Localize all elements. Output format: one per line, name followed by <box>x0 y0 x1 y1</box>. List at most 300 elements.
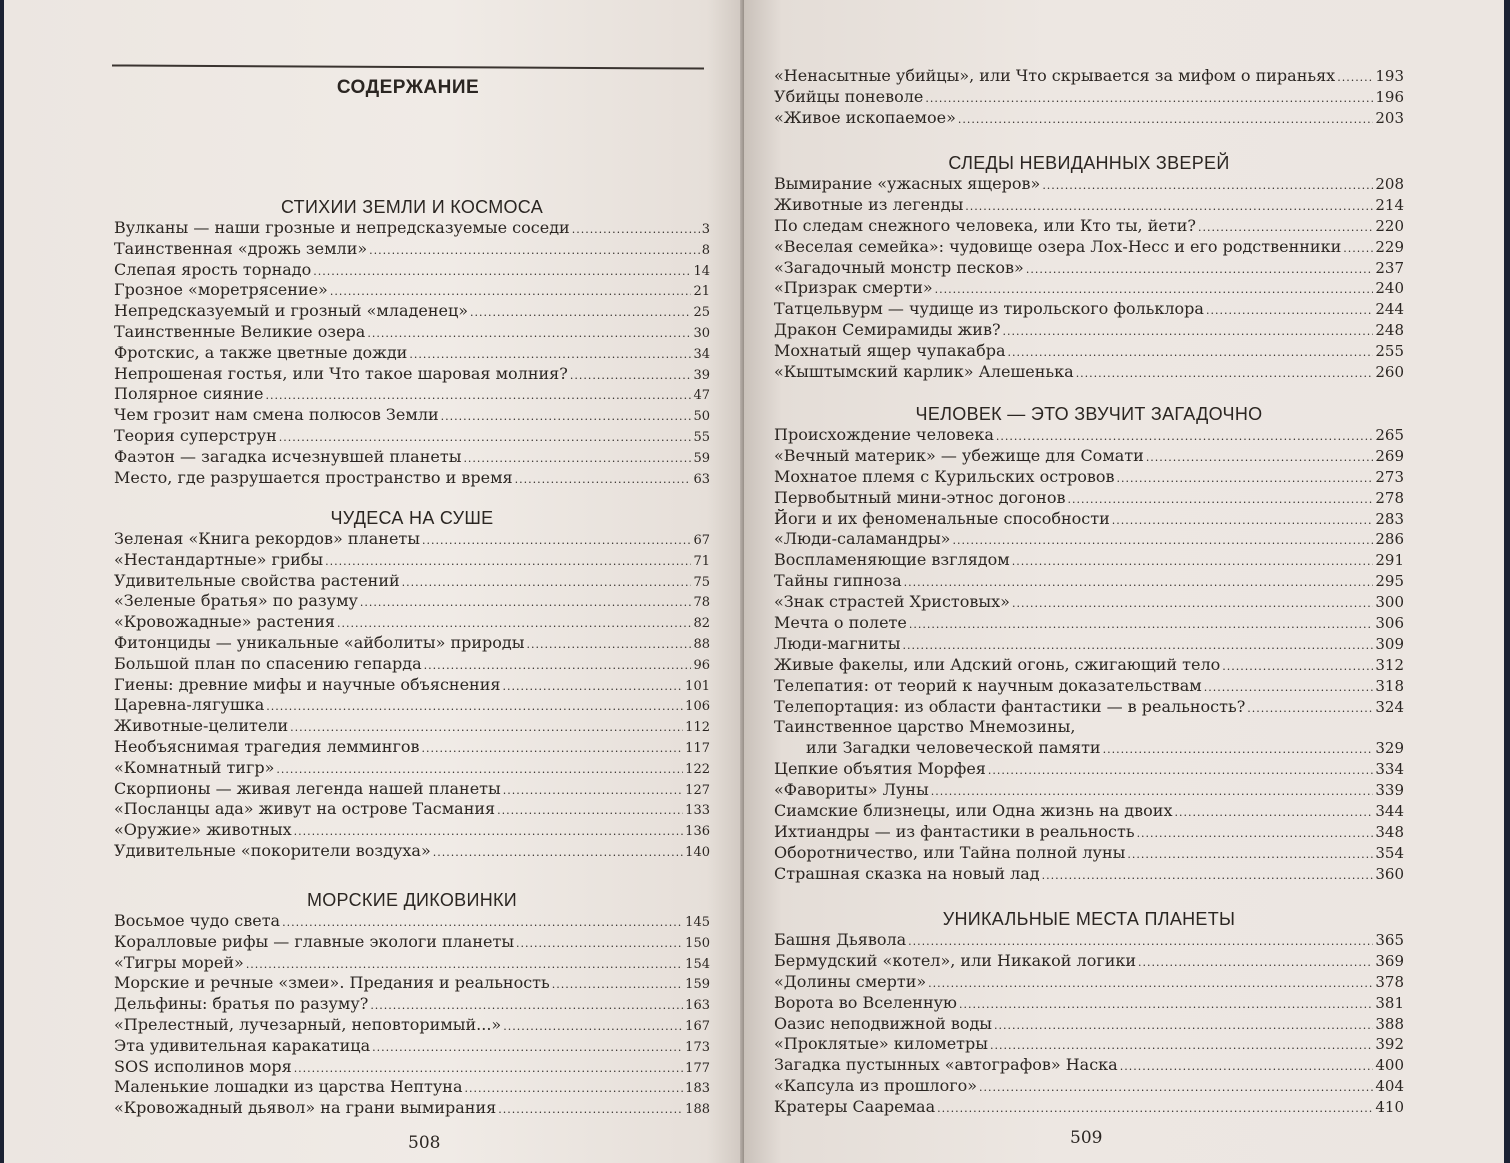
dot-leader <box>1198 216 1373 237</box>
entry-page-number: 300 <box>1375 593 1404 612</box>
toc-section <box>114 196 710 488</box>
toc-entry <box>774 550 1404 571</box>
page-number: 509 <box>1070 1128 1103 1148</box>
entry-page-number: 334 <box>1375 760 1404 779</box>
dot-leader <box>294 820 684 841</box>
entry-title: Йоги и их феноменальные способности <box>774 508 1110 528</box>
entry-page-number: 410 <box>1375 1098 1404 1117</box>
toc-entry <box>774 195 1404 216</box>
toc-entry <box>114 654 710 675</box>
dot-leader <box>503 1015 683 1036</box>
toc-entry <box>774 446 1404 467</box>
dot-leader <box>246 953 683 974</box>
entry-title: «Ненасытные убийцы», или Что скрывается за мифом о пираньях <box>774 66 1336 85</box>
dot-leader <box>902 634 1373 655</box>
toc-entry <box>114 239 710 260</box>
entry-page-number: 136 <box>685 824 710 840</box>
dot-leader <box>422 529 691 550</box>
dot-leader <box>1012 592 1373 613</box>
entry-title: Мечта о полете <box>774 613 907 633</box>
dot-leader <box>313 260 691 281</box>
dot-leader <box>1067 488 1373 509</box>
entry-page-number: 14 <box>693 263 710 279</box>
toc-entry <box>774 843 1404 864</box>
entry-title: Полярное сияние <box>114 384 264 404</box>
entry-title: «Капсула из прошлого» <box>774 1076 978 1096</box>
entry-page-number: 404 <box>1375 1077 1404 1096</box>
toc-entry <box>774 108 1404 129</box>
dot-leader <box>402 571 692 592</box>
entry-page-number: 150 <box>685 935 710 951</box>
entry-title: «Оружие» животных <box>114 820 292 840</box>
entry-title: Эта удивительная каракатица <box>114 1035 371 1055</box>
toc-entry <box>114 301 710 322</box>
entry-page-number: 75 <box>693 574 710 590</box>
toc-entry <box>114 468 710 489</box>
dot-leader <box>931 780 1374 801</box>
dot-leader <box>497 799 683 820</box>
entry-title: Бермудский «котел», или Никакой логики <box>774 950 1137 970</box>
entry-page-number: 71 <box>693 553 710 569</box>
dot-leader <box>1112 509 1374 530</box>
entry-title: Сиамские близнецы, или Одна жизнь на двоих <box>774 801 1173 821</box>
entry-page-number: 50 <box>693 409 710 425</box>
toc-entries <box>114 218 710 488</box>
entry-page-number: 82 <box>693 616 710 632</box>
heading-rule <box>112 64 704 69</box>
entry-title: «Веселая семейка»: чудовище озера Лох-Несс и его родственники <box>774 236 1342 256</box>
entry-title: Вулканы — наши грозные и непредсказуемые соседи <box>114 218 570 237</box>
toc-entry <box>114 758 710 779</box>
entry-page-number: 365 <box>1375 931 1404 949</box>
entry-title: Мохнатое племя с Курильских островов <box>774 466 1115 486</box>
dot-leader <box>959 993 1373 1014</box>
entry-title: «Живое ископаемое» <box>774 107 956 127</box>
toc-entry <box>774 801 1404 822</box>
dot-leader <box>463 447 691 468</box>
toc-entries <box>774 425 1404 885</box>
toc-entry <box>114 633 710 654</box>
dot-leader <box>1117 467 1374 488</box>
dot-leader <box>290 716 683 737</box>
entry-title: Кратеры Сааремаа <box>774 1097 936 1117</box>
section-title: СТИХИИ ЗЕМЛИ И КОСМОСА <box>280 197 544 217</box>
entry-title: Царевна-лягушка <box>114 695 265 715</box>
dot-leader <box>265 384 691 405</box>
toc-entry <box>114 799 710 820</box>
dot-leader <box>337 612 691 633</box>
section-title: УНИКАЛЬНЫЕ МЕСТА ПЛАНЕТЫ <box>942 909 1236 929</box>
entry-title: «Нестандартные» грибы <box>114 549 324 569</box>
toc-entries <box>774 174 1404 383</box>
toc-entry <box>774 613 1404 634</box>
dot-leader <box>279 426 692 447</box>
toc-section <box>774 403 1404 885</box>
section-title: СЛЕДЫ НЕВИДАННЫХ ЗВЕРЕЙ <box>948 153 1230 173</box>
entry-title: Вымирание «ужасных ящеров» <box>774 174 1041 193</box>
entry-title: «Призрак смерти» <box>774 278 933 298</box>
dot-leader <box>1137 822 1374 843</box>
entry-page-number: 193 <box>1375 67 1404 85</box>
entry-page-number: 59 <box>693 450 710 466</box>
dot-leader <box>502 675 683 696</box>
entry-title: Люди-магниты <box>774 633 901 653</box>
entry-title: Зеленая «Книга рекордов» планеты <box>114 529 420 548</box>
entry-page-number: 8 <box>701 242 710 258</box>
entry-page-number: 3 <box>701 222 710 237</box>
entry-page-number: 286 <box>1375 530 1404 549</box>
dot-leader <box>1042 174 1373 195</box>
entry-page-number: 112 <box>685 720 710 736</box>
entry-page-number: 30 <box>693 325 710 341</box>
entry-page-number: 214 <box>1375 195 1404 214</box>
toc-entry <box>774 299 1404 320</box>
toc-entry <box>114 973 710 994</box>
dot-leader <box>515 468 692 489</box>
dot-leader <box>266 695 683 716</box>
dot-leader <box>409 343 691 364</box>
dot-leader <box>572 218 700 239</box>
entry-page-number: 344 <box>1375 802 1404 821</box>
dot-leader <box>958 108 1373 129</box>
toc-entry <box>774 951 1404 972</box>
entry-title: Гиены: древние мифы и научные объяснения <box>114 674 501 694</box>
entry-title: Телепатия: от теорий к научным доказательствам <box>774 675 1202 695</box>
entry-page-number: 348 <box>1375 822 1404 841</box>
entry-title: Фаэтон — загадка исчезнувшей планеты <box>114 446 462 466</box>
toc-entry <box>114 953 710 974</box>
toc-entry <box>114 1098 710 1119</box>
entry-title: Животные-целители <box>114 716 289 736</box>
dot-leader <box>988 759 1373 780</box>
toc-entry <box>114 932 710 953</box>
toc-entry <box>774 738 1404 759</box>
toc-entry <box>774 529 1404 550</box>
entry-page-number: 324 <box>1375 697 1404 716</box>
toc-section <box>114 507 710 862</box>
toc-entry <box>114 994 710 1015</box>
entry-page-number: 295 <box>1375 572 1404 591</box>
entry-title: Мохнатый ящер чупакабра <box>774 341 1006 361</box>
dot-leader <box>904 571 1374 592</box>
dot-leader <box>325 550 691 571</box>
dot-leader <box>1026 258 1374 279</box>
toc-entry <box>774 341 1404 362</box>
dot-leader <box>570 364 692 385</box>
dot-leader <box>1204 676 1374 697</box>
entry-title: Таинственное царство Мнемозины, <box>774 717 1076 737</box>
toc-entry <box>774 278 1404 299</box>
toc-entry <box>114 1077 710 1098</box>
toc-entry <box>774 697 1404 718</box>
toc-entries <box>114 911 710 1119</box>
entry-title: Ворота во Вселенную <box>774 992 957 1012</box>
toc-entry <box>114 1015 710 1036</box>
entry-page-number: 88 <box>693 636 710 652</box>
entry-title: SOS исполинов моря <box>114 1056 292 1076</box>
toc-entry <box>114 384 710 405</box>
dot-leader <box>282 911 683 932</box>
dot-leader <box>503 779 683 800</box>
entry-title: Маленькие лошадки из царства Нептуна <box>114 1077 463 1097</box>
entry-page-number: 381 <box>1375 993 1404 1012</box>
entry-page-number: 196 <box>1375 87 1404 106</box>
entry-page-number: 188 <box>685 1102 710 1118</box>
entry-page-number: 145 <box>685 915 710 930</box>
entry-title: Необъяснимая трагедия леммингов <box>114 736 420 756</box>
toc-entry <box>114 675 710 696</box>
toc-entries <box>774 66 1404 129</box>
toc-entry <box>774 66 1404 87</box>
dot-leader <box>1127 843 1373 864</box>
toc-entry <box>774 759 1404 780</box>
dot-leader <box>937 1097 1373 1118</box>
entry-page-number: 388 <box>1375 1014 1404 1033</box>
toc-entry <box>774 1097 1404 1118</box>
toc-entry <box>114 591 710 612</box>
toc-entries <box>114 529 710 862</box>
toc-entry <box>774 822 1404 843</box>
toc-entry <box>114 218 710 239</box>
entry-title: Теория суперструн <box>114 425 277 445</box>
toc-entry <box>114 820 710 841</box>
entry-page-number: 260 <box>1375 363 1404 382</box>
entry-page-number: 312 <box>1375 655 1404 674</box>
dot-leader <box>372 1036 683 1057</box>
dot-leader <box>1247 697 1373 718</box>
entry-title: Животные из легенды <box>774 194 964 214</box>
entry-page-number: 63 <box>693 471 710 487</box>
toc-entry <box>114 280 710 301</box>
toc-entry <box>114 779 710 800</box>
dot-leader <box>369 239 700 260</box>
entry-title: «Посланцы ада» живут на острове Тасмания <box>114 799 496 819</box>
entry-title: Непредсказуемый и грозный «младенец» <box>114 301 469 321</box>
entry-title: Ихтиандры — из фантастики в реальность <box>774 821 1135 841</box>
entry-title: «Проклятые» километры <box>774 1034 989 1054</box>
toc-entry <box>774 993 1404 1014</box>
entry-title: Оазис неподвижной воды <box>774 1013 993 1033</box>
toc-entry <box>114 841 710 862</box>
entry-title: Чем грозит нам смена полюсов Земли <box>114 405 439 425</box>
entry-page-number: 360 <box>1375 864 1404 883</box>
dot-leader <box>1103 738 1374 759</box>
dot-leader <box>465 1077 684 1098</box>
dot-leader <box>367 322 691 343</box>
toc-entry <box>774 467 1404 488</box>
entry-title: Скорпионы — живая легенда нашей планеты <box>114 778 501 798</box>
section-title: МОРСКИЕ ДИКОВИНКИ <box>306 890 518 910</box>
section-title: ЧЕЛОВЕК — ЭТО ЗВУЧИТ ЗАГАДОЧНО <box>915 404 1263 424</box>
entry-title: Воспламеняющие взглядом <box>774 550 1010 570</box>
toc-section <box>774 908 1404 1118</box>
dot-leader <box>552 973 683 994</box>
entry-title: «Вечный материк» — убежище для Сомати <box>774 445 1144 465</box>
entry-page-number: 392 <box>1375 1035 1404 1054</box>
entry-page-number: 269 <box>1375 446 1404 465</box>
toc-entry <box>774 425 1404 446</box>
dot-leader <box>1337 66 1373 87</box>
entry-title: Грозное «моретрясение» <box>114 280 328 300</box>
entry-title: Коралловые рифы — главные экологи планеты <box>114 931 515 951</box>
section-title: ЧУДЕСА НА СУШЕ <box>330 508 494 528</box>
entry-title: Морские и речные «змеи». Предания и реальность <box>114 973 550 993</box>
dot-leader <box>935 278 1374 299</box>
entry-title: Телепортация: из области фантастики — в реальность? <box>774 696 1246 716</box>
dot-leader <box>276 758 683 779</box>
entry-title: Дельфины: братья по разуму? <box>114 994 369 1014</box>
entry-page-number: 339 <box>1375 781 1404 800</box>
dot-leader <box>1076 362 1374 383</box>
entry-title: Таинственные Великие озера <box>114 321 366 341</box>
toc-entry <box>774 362 1404 383</box>
entry-title: «Зеленые братья» по разуму <box>114 591 358 611</box>
dot-leader <box>928 972 1373 993</box>
entry-title: Оборотничество, или Тайна полной луны <box>774 842 1126 862</box>
toc-entries <box>774 930 1404 1118</box>
toc-entry <box>114 612 710 633</box>
toc-entry <box>774 509 1404 530</box>
entry-page-number: 309 <box>1375 634 1404 653</box>
dot-leader <box>470 301 691 322</box>
dot-leader <box>527 633 692 654</box>
dot-leader <box>909 613 1373 634</box>
entry-page-number: 101 <box>685 678 710 694</box>
entry-page-number: 177 <box>685 1060 710 1076</box>
dot-leader <box>1174 801 1373 822</box>
entry-page-number: 306 <box>1375 614 1404 633</box>
toc-entry <box>774 655 1404 676</box>
entry-page-number: 117 <box>685 740 710 756</box>
toc-entry <box>774 864 1404 885</box>
entry-title: Первобытный мини-этнос догонов <box>774 487 1066 507</box>
toc-entry <box>774 634 1404 655</box>
entry-title: «Люди-саламандры» <box>774 529 951 549</box>
entry-page-number: 203 <box>1375 108 1404 127</box>
toc-entry <box>774 930 1404 951</box>
dot-leader <box>1343 237 1373 258</box>
entry-page-number: 240 <box>1375 279 1404 298</box>
entry-page-number: 369 <box>1375 951 1404 970</box>
contents-heading: СОДЕРЖАНИЕ <box>336 77 480 98</box>
toc-entry <box>114 529 710 550</box>
entry-page-number: 39 <box>693 367 710 383</box>
dot-leader <box>441 405 692 426</box>
dot-leader <box>908 930 1373 951</box>
entry-title: «Знак страстей Христовых» <box>774 592 1010 612</box>
dot-leader <box>360 591 692 612</box>
entry-page-number: 318 <box>1375 676 1404 695</box>
left-page <box>4 0 744 1163</box>
entry-page-number: 167 <box>685 1018 710 1034</box>
toc-entry <box>774 972 1404 993</box>
dot-leader <box>1003 320 1374 341</box>
entry-title: Происхождение человека <box>774 425 994 444</box>
entry-title: Удивительные «покорители воздуха» <box>114 840 431 860</box>
entry-page-number: 154 <box>685 956 710 972</box>
toc-section <box>774 152 1404 383</box>
entry-page-number: 283 <box>1375 509 1404 528</box>
toc-entry <box>774 258 1404 279</box>
toc-entry <box>114 260 710 281</box>
dot-leader <box>965 195 1373 216</box>
dot-leader <box>1138 951 1373 972</box>
entry-page-number: 96 <box>693 657 710 673</box>
dot-leader <box>952 529 1373 550</box>
entry-page-number: 47 <box>693 388 710 404</box>
entry-page-number: 127 <box>685 782 710 798</box>
entry-title: Убийцы поневоле <box>774 86 924 106</box>
entry-title: «Тигры морей» <box>114 952 244 972</box>
entry-title: «Фавориты» Луны <box>774 780 929 800</box>
toc-entry <box>774 717 1404 738</box>
entry-page-number: 378 <box>1375 972 1404 991</box>
entry-page-number: 21 <box>693 284 710 300</box>
entry-title: Цепкие объятия Морфея <box>774 759 986 779</box>
toc-entry <box>774 571 1404 592</box>
entry-page-number: 291 <box>1375 551 1404 570</box>
dot-leader <box>421 737 683 758</box>
entry-title: «Загадочный монстр песков» <box>774 257 1024 277</box>
toc-entry <box>114 737 710 758</box>
toc-entry <box>774 780 1404 801</box>
toc-entry <box>114 343 710 364</box>
toc-entry <box>774 1055 1404 1076</box>
dot-leader <box>1222 655 1373 676</box>
entry-page-number: 278 <box>1375 488 1404 507</box>
entry-title: Удивительные свойства растений <box>114 570 400 590</box>
entry-title: Фротскис, а также цветные дожди <box>114 342 408 362</box>
entry-page-number: 163 <box>685 998 710 1014</box>
toc-entry <box>114 364 710 385</box>
entry-page-number: 248 <box>1375 321 1404 340</box>
entry-title: Восьмое чудо света <box>114 911 281 930</box>
entry-page-number: 400 <box>1375 1056 1404 1075</box>
entry-page-number: 133 <box>685 803 710 819</box>
entry-page-number: 67 <box>693 533 710 548</box>
entry-page-number: 25 <box>693 305 710 321</box>
toc-entry <box>114 550 710 571</box>
dot-leader <box>516 932 683 953</box>
toc-entry <box>774 488 1404 509</box>
entry-page-number: 229 <box>1375 237 1404 256</box>
dot-leader <box>925 87 1373 108</box>
toc-entry <box>774 1014 1404 1035</box>
dot-leader <box>433 841 683 862</box>
toc-entry <box>774 1076 1404 1097</box>
entry-page-number: 159 <box>685 977 710 993</box>
entry-page-number: 173 <box>685 1039 710 1055</box>
entry-page-number: 255 <box>1375 342 1404 361</box>
entry-title: Загадка пустынных «автографов» Наска <box>774 1055 1118 1075</box>
toc-entry <box>114 571 710 592</box>
entry-title: Большой план по спасению гепарда <box>114 653 422 673</box>
entry-page-number: 244 <box>1375 300 1404 319</box>
entry-title: По следам снежного человека, или Кто ты, йети? <box>774 215 1196 235</box>
entry-title: «Кровожадные» растения <box>114 612 336 632</box>
entry-title: «Прелестный, лучезарный, неповторимый...» <box>114 1014 502 1034</box>
entry-page-number: 273 <box>1375 467 1404 486</box>
entry-page-number: 34 <box>693 346 710 362</box>
entry-title: Дракон Семирамиды жив? <box>774 320 1001 340</box>
toc-entry <box>114 322 710 343</box>
dot-leader <box>294 1057 683 1078</box>
dot-leader <box>994 1014 1373 1035</box>
dot-leader <box>1146 446 1374 467</box>
entry-title: «Долины смерти» <box>774 971 927 991</box>
toc-entry <box>114 426 710 447</box>
toc-entry <box>774 676 1404 697</box>
